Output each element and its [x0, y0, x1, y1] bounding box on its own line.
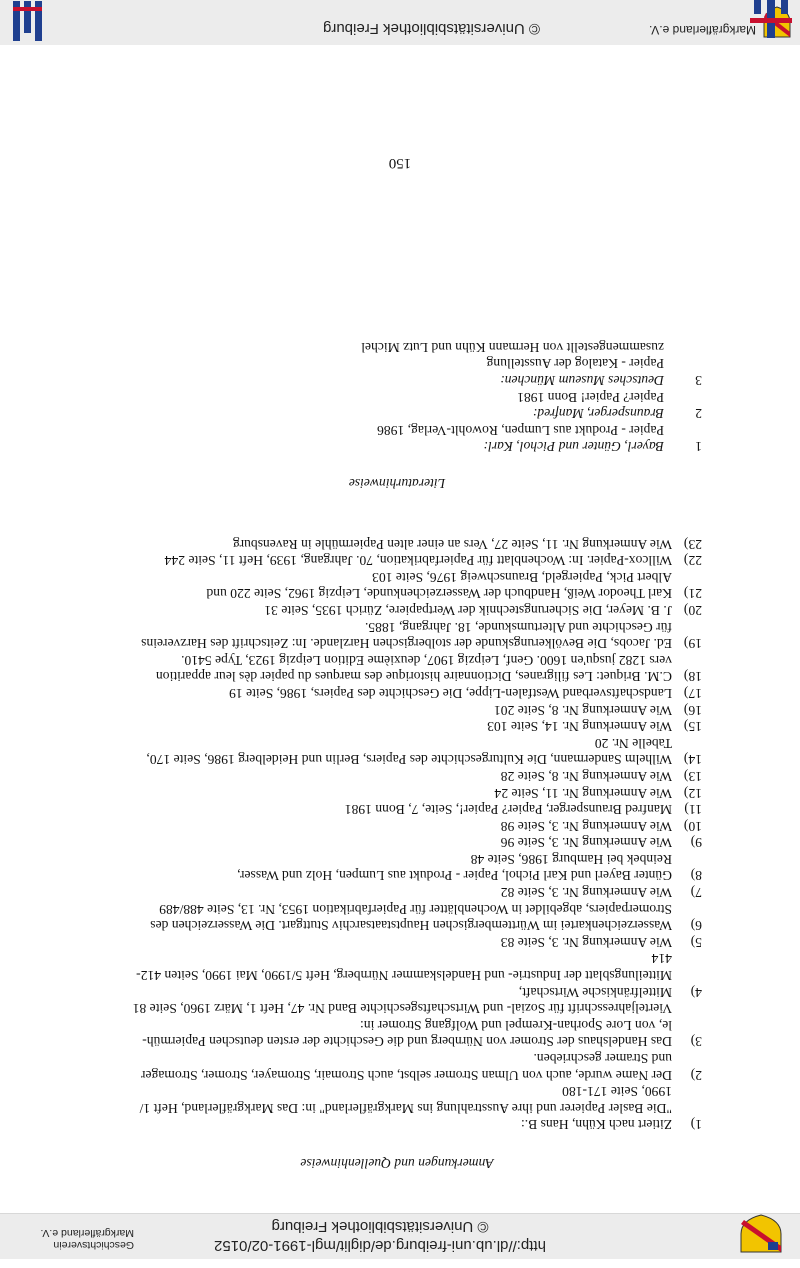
note-line: Albert Pick, Papiergeld, Braunschweig 1976, Seite 103: [372, 569, 672, 585]
note-number: 5): [690, 934, 702, 950]
note-line: Wie Anmerkung Nr. 3, Seite 82: [500, 885, 672, 901]
note-line: Tabelle Nr. 20: [594, 735, 672, 751]
note-number: 1): [690, 1117, 702, 1133]
note-number: 13): [683, 768, 702, 784]
ub-footer-logo-icon: [8, 1, 48, 41]
note-item: [92, 535, 702, 552]
note-item: [92, 618, 702, 651]
notes-heading: Anmerkungen und Quellenhinweise: [300, 1156, 494, 1171]
note-line: Wie Anmerkung Nr. 14, Seite 103: [487, 719, 672, 735]
note-text: [92, 900, 672, 933]
note-line: Wie Anmerkung Nr. 3, Seite 98: [500, 818, 672, 834]
literature-author: Braunsperger, Manfred:: [532, 406, 664, 422]
ub-logo-icon: [760, 1213, 800, 1268]
note-line: Wasserzeichenkartei im Württembergischen Hauptstaatsarchiv Stuttgart. Die Wasserzeichen des: [150, 918, 672, 934]
footer-association: Markgräflerland e.V.: [649, 23, 756, 37]
note-line: für Geschichte und Altertumskunde, 18. Jahrgang, 1885.: [364, 619, 672, 635]
note-number: 11): [684, 802, 702, 818]
literature-author: Bayerl, Günter und Pichol, Karl:: [483, 439, 664, 455]
note-text: [92, 651, 672, 684]
footer-copyright: © Universitätsbibliothek Freiburg: [323, 20, 540, 37]
literature-item: [92, 388, 702, 421]
note-item: [92, 817, 702, 834]
note-number: 18): [683, 669, 702, 685]
page-number: 150: [388, 155, 412, 171]
literature-line: Papier? Papier! Bonn 1981: [517, 389, 664, 405]
note-number: 17): [683, 685, 702, 701]
note-text: [92, 601, 672, 618]
note-item: [92, 601, 702, 618]
literature-item: [92, 421, 702, 454]
note-line: vers 1282 jusqu'en 1600. Genf, Leipzig 1907, deuxième Edition Leipzig 1923, Type 5410.: [181, 652, 672, 668]
note-number: 20): [683, 603, 702, 618]
header-text: [160, 1217, 600, 1255]
note-item: [92, 784, 702, 801]
note-number: 16): [683, 702, 702, 718]
literature-line: zusammengestellt von Hermann Kühn und Lutz Michel: [361, 339, 664, 355]
note-line: C.M. Briquet: Les filigranes, Dictionnaire historique des marques du papier dès leur apparition: [155, 669, 672, 685]
note-line: le, von Lore Sporhan-Krempel und Wolfgang Stromer in:: [360, 1017, 672, 1033]
note-number: 14): [683, 752, 702, 768]
note-item: [92, 801, 702, 818]
note-text: [92, 834, 672, 851]
note-line: Mitteilungsblatt der Industrie- und Handelskammer Nürnberg, Heft 5/1990, Mai 1990, Seiten 412-: [136, 968, 672, 984]
note-line: Wie Anmerkung Nr. 11, Seite 27, Vers an einer alten Papiermühle in Ravensburg: [232, 536, 672, 552]
note-line: Der Name wurde, auch von Ulman Stromer selbst, auch Stromair, Stromayer, Stromer, Stromager: [140, 1067, 672, 1083]
literature-line: Papier - Katalog der Ausstellung: [486, 356, 664, 372]
note-text: [92, 950, 672, 1000]
note-line: 414: [651, 951, 672, 967]
literature-number: 2: [695, 406, 702, 422]
note-line: Manfred Braunsperger, Papier? Papier!, Seite, 7, Bonn 1981: [344, 802, 672, 818]
note-number: 9): [690, 835, 702, 851]
note-line: Mittelfränkische Wirtschaft,: [518, 984, 672, 1000]
header-association: Geschichtsverein Markgräflerland e.V.: [40, 1227, 134, 1251]
note-item: [92, 1049, 702, 1082]
note-item: [92, 734, 702, 767]
header-bar: [0, 1213, 800, 1259]
note-number: 6): [690, 918, 702, 934]
note-number: 7): [690, 885, 702, 901]
note-text: [92, 933, 672, 950]
note-number: 23): [683, 536, 702, 552]
note-item: [92, 1000, 702, 1050]
note-line: Günter Bayerl und Karl Pichol, Papier - Produkt aus Lumpen, Holz und Wasser,: [237, 868, 672, 884]
note-number: 22): [683, 553, 702, 569]
note-number: 21): [683, 586, 702, 602]
note-line: Zitiert nach Kühn, Hans B.:: [520, 1117, 672, 1133]
note-number: 19): [683, 636, 702, 652]
note-line: Landschaftsverband Westfalen-Lippe, Die Geschichte des Papiers, 1986, Seite 19: [229, 685, 672, 701]
note-line: Stromerpapiers, abgebildet in Wochenblätter für Papierfabrikation 1953, Nr. 13, Seite 488/489: [159, 901, 672, 917]
note-number: 3): [690, 1034, 702, 1050]
note-line: Wilhelm Sandermann, Die Kulturgeschichte des Papiers, Berlin und Heidelberg 1986, Seite 170,: [146, 752, 672, 768]
note-number: 4): [690, 984, 702, 1000]
note-line: Wie Anmerkung Nr. 8, Seite 201: [493, 702, 672, 718]
literature-author: Deutsches Museum München:: [500, 373, 664, 389]
note-item: [92, 701, 702, 718]
note-line: Wie Anmerkung Nr. 3, Seite 96: [500, 835, 672, 851]
notes-list: [92, 535, 702, 1132]
note-line: und Stramer geschrieben.: [533, 1051, 672, 1067]
note-line: Reinbek bei Hamburg 1986, Seite 48: [470, 851, 672, 867]
note-item: [92, 651, 702, 684]
note-item: [92, 767, 702, 784]
note-item: [92, 950, 702, 1000]
document-body: [92, 338, 702, 1171]
literature-item: [92, 338, 702, 388]
note-item: [92, 1083, 702, 1133]
note-line: Karl Theodor Weiß, Handbuch der Wasserzeichenkunde, Leipzig 1962, Seite 220 und: [206, 586, 672, 602]
note-text: [92, 552, 672, 569]
note-line: Vierteljahresschrift für Sozial- und Wirtschaftsgeschichte Band Nr. 47, Heft 1, März 1960, Seite 81: [132, 1001, 672, 1017]
note-text: [92, 1049, 672, 1082]
note-text: [92, 718, 672, 735]
note-number: 12): [683, 785, 702, 801]
literature-heading: Literaturhinweise: [348, 476, 446, 492]
note-text: [92, 801, 672, 818]
literature-list: [92, 338, 702, 454]
note-item: [92, 718, 702, 735]
note-text: [92, 1000, 672, 1050]
note-item: [92, 900, 702, 933]
note-line: Wie Anmerkung Nr. 8, Seite 28: [500, 768, 672, 784]
note-text: [92, 568, 672, 601]
note-item: [92, 850, 702, 883]
note-text: [92, 535, 672, 552]
note-text: [92, 734, 672, 767]
literature-line: Papier - Produkt aus Lumpen, Rowohlt-Verlag, 1986: [377, 422, 664, 438]
note-number: 8): [690, 868, 702, 884]
note-line: Das Handelshaus der Stromer von Nürnberg und die Geschichte der ersten deutschen Papiermüh-: [142, 1034, 672, 1050]
note-text: [92, 884, 672, 901]
note-item: [92, 568, 702, 601]
note-item: [92, 884, 702, 901]
note-number: 2): [690, 1067, 702, 1083]
note-line: Wie Anmerkung Nr. 3, Seite 83: [500, 934, 672, 950]
literature-number: 1: [695, 439, 702, 455]
literature-text: [92, 388, 670, 421]
note-text: [92, 684, 672, 701]
note-line: "Die Basler Papierer und ihre Ausstrahlung ins Markgräflerland" in: Das Markgräflerland, Heft 1/: [139, 1100, 672, 1116]
note-item: [92, 834, 702, 851]
note-line: Ed. Jacobs, Die Bevölkerungskunde der stolbergischen Harzlande. In: Zeitschrift des Harzvereins: [141, 636, 672, 652]
footer-bar: [0, 0, 800, 45]
note-line: 1990, Seite 171-180: [562, 1084, 672, 1100]
note-item: [92, 933, 702, 950]
ub-header-logo-icon: [748, 0, 794, 44]
note-line: Wie Anmerkung Nr. 11, Seite 24: [494, 785, 672, 801]
header-copyright: © Universitätsbibliothek Freiburg: [271, 1218, 489, 1235]
note-text: [92, 850, 672, 883]
note-text: [92, 817, 672, 834]
note-item: [92, 552, 702, 569]
literature-number: 3: [695, 373, 702, 389]
note-text: [92, 767, 672, 784]
literature-text: [92, 421, 670, 454]
note-text: [92, 1083, 672, 1133]
header-url-link[interactable]: http://dl.ub.uni-freiburg.de/diglit/mgl-1991-02/0152: [214, 1237, 546, 1254]
note-line: J. B. Meyer, Die Sicherungstechnik der Wertpapiere, Zürich 1935, Seite 31: [264, 603, 672, 618]
note-number: 15): [683, 719, 702, 735]
literature-text: [92, 338, 670, 388]
note-text: [92, 784, 672, 801]
note-text: [92, 618, 672, 651]
note-line: Willcox-Papier. In: Wochenblatt für Papierfabrikation, 70. Jahrgang, 1939, Heft 11, Seite 244: [164, 553, 672, 569]
note-text: [92, 701, 672, 718]
note-number: 10): [683, 818, 702, 834]
note-item: [92, 684, 702, 701]
